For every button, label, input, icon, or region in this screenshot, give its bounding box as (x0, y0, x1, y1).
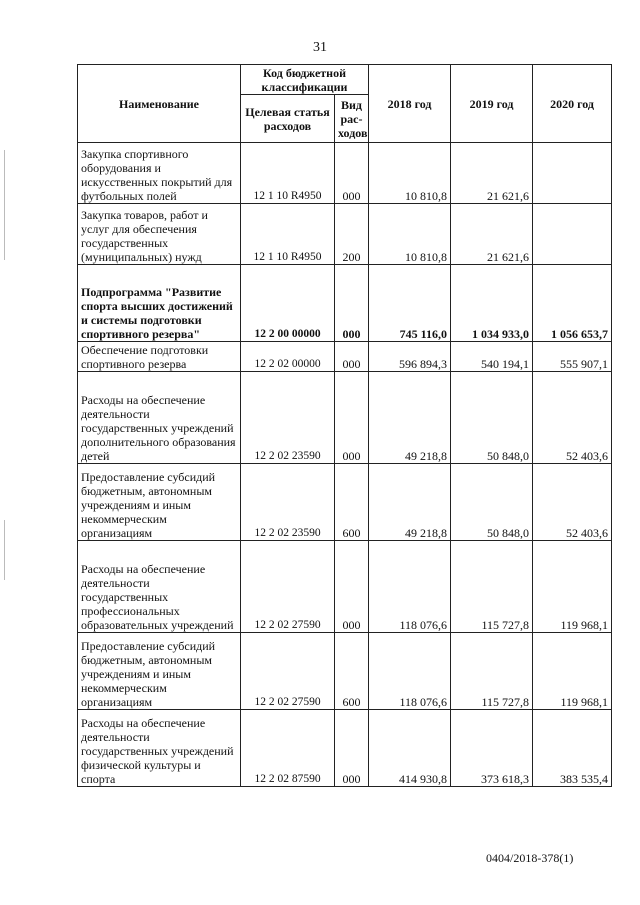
cell-name: Предоставление субсидий бюджетным, автономным учреждениям и иным некоммерческим организациям (78, 464, 241, 541)
budget-table (77, 64, 612, 787)
header-2020: 2020 год (533, 65, 612, 143)
cell-2019: 21 621,6 (451, 143, 533, 204)
cell-name: Обеспечение подготовки спортивного резерва (78, 342, 241, 372)
cell-target-code: 12 2 02 00000 (241, 342, 335, 372)
cell-2019: 1 034 933,0 (451, 265, 533, 342)
cell-expense-kind: 600 (335, 633, 369, 710)
header-2018: 2018 год (369, 65, 451, 143)
cell-target-code: 12 2 00 00000 (241, 265, 335, 342)
cell-2019: 115 727,8 (451, 541, 533, 633)
cell-2019: 50 848,0 (451, 464, 533, 541)
table-body (78, 143, 612, 787)
table-row (78, 204, 612, 265)
scan-edge-mark (4, 150, 5, 260)
cell-2019: 50 848,0 (451, 372, 533, 464)
cell-2018: 118 076,6 (369, 541, 451, 633)
cell-2018: 414 930,8 (369, 710, 451, 787)
cell-name: Расходы на обеспечение деятельности государственных учреждений дополнительного образования детей (78, 372, 241, 464)
cell-2018: 10 810,8 (369, 204, 451, 265)
cell-2020: 1 056 653,7 (533, 265, 612, 342)
cell-target-code: 12 1 10 R4950 (241, 204, 335, 265)
cell-expense-kind: 000 (335, 342, 369, 372)
header-name: Наименование (78, 65, 241, 143)
page-number: 31 (313, 40, 327, 55)
scan-edge-mark (4, 520, 5, 580)
document-id: 0404/2018-378(1) (486, 851, 574, 865)
cell-2020: 555 907,1 (533, 342, 612, 372)
cell-expense-kind: 000 (335, 710, 369, 787)
cell-2019: 115 727,8 (451, 633, 533, 710)
header-code-group: Код бюджетной классификации (241, 65, 369, 95)
cell-expense-kind: 600 (335, 464, 369, 541)
cell-expense-kind: 000 (335, 372, 369, 464)
cell-2020: 52 403,6 (533, 372, 612, 464)
table-row (78, 710, 612, 787)
cell-2018: 49 218,8 (369, 372, 451, 464)
header-kind: Вид рас-ходов (335, 95, 369, 143)
table-row (78, 464, 612, 541)
table-row (78, 342, 612, 372)
cell-name: Расходы на обеспечение деятельности государственных учреждений физической культуры и спорта (78, 710, 241, 787)
cell-2020: 383 535,4 (533, 710, 612, 787)
table-row (78, 372, 612, 464)
cell-expense-kind: 000 (335, 265, 369, 342)
cell-2020: 119 968,1 (533, 541, 612, 633)
cell-target-code: 12 2 02 27590 (241, 541, 335, 633)
header-2019: 2019 год (451, 65, 533, 143)
table-row (78, 633, 612, 710)
table-row (78, 541, 612, 633)
cell-target-code: 12 2 02 23590 (241, 372, 335, 464)
table-row (78, 143, 612, 204)
cell-2020: 119 968,1 (533, 633, 612, 710)
cell-2020 (533, 143, 612, 204)
cell-target-code: 12 2 02 27590 (241, 633, 335, 710)
table-row (78, 265, 612, 342)
cell-target-code: 12 2 02 87590 (241, 710, 335, 787)
cell-name: Подпрограмма "Развитие спорта высших достижений и системы подготовки спортивного резерва" (78, 265, 241, 342)
cell-2020: 52 403,6 (533, 464, 612, 541)
header-target: Целевая статья расходов (241, 95, 335, 143)
cell-2018: 745 116,0 (369, 265, 451, 342)
cell-expense-kind: 000 (335, 541, 369, 633)
cell-name: Закупка товаров, работ и услуг для обеспечения государственных (муниципальных) нужд (78, 204, 241, 265)
cell-2019: 540 194,1 (451, 342, 533, 372)
cell-name: Расходы на обеспечение деятельности государственных профессиональных образовательных учреждений (78, 541, 241, 633)
cell-2018: 118 076,6 (369, 633, 451, 710)
cell-name: Закупка спортивного оборудования и искусственных покрытий для футбольных полей (78, 143, 241, 204)
cell-target-code: 12 2 02 23590 (241, 464, 335, 541)
cell-2018: 10 810,8 (369, 143, 451, 204)
cell-2018: 596 894,3 (369, 342, 451, 372)
cell-2020 (533, 204, 612, 265)
cell-expense-kind: 200 (335, 204, 369, 265)
cell-2018: 49 218,8 (369, 464, 451, 541)
cell-2019: 373 618,3 (451, 710, 533, 787)
cell-name: Предоставление субсидий бюджетным, автономным учреждениям и иным некоммерческим организациям (78, 633, 241, 710)
cell-target-code: 12 1 10 R4950 (241, 143, 335, 204)
cell-2019: 21 621,6 (451, 204, 533, 265)
cell-expense-kind: 000 (335, 143, 369, 204)
